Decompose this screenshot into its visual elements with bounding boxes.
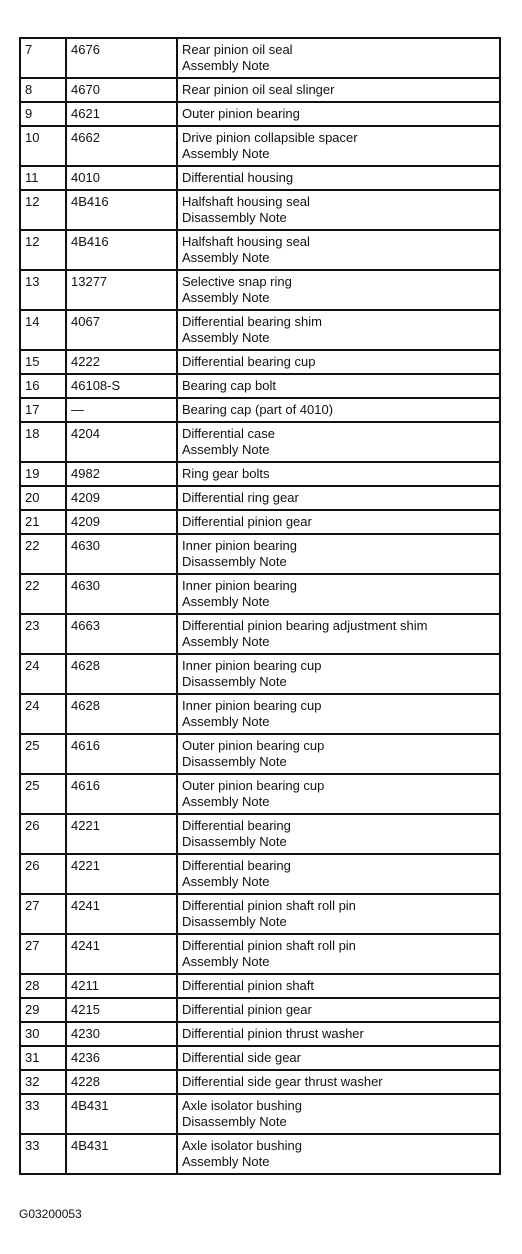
- table-row: [20, 654, 500, 694]
- description-text: Differential side gear thrust washer: [182, 1074, 383, 1089]
- description-cell: [177, 230, 500, 270]
- description-cell: [177, 38, 500, 78]
- description-text: Differential pinion thrust washer: [182, 1026, 364, 1041]
- table-row: [20, 614, 500, 654]
- part-number-cell: 4221: [66, 814, 177, 854]
- description-text: Inner pinion bearing cup: [182, 698, 322, 713]
- description-cell: [177, 374, 500, 398]
- table-row: [20, 78, 500, 102]
- parts-table: [19, 37, 501, 1175]
- table-row: [20, 814, 500, 854]
- part-number-cell: 4067: [66, 310, 177, 350]
- procedure-note-text: Assembly Note: [182, 1154, 270, 1169]
- table-row: [20, 574, 500, 614]
- description-text: Differential bearing: [182, 858, 291, 873]
- part-number-cell: 4241: [66, 934, 177, 974]
- part-number-cell: —: [66, 398, 177, 422]
- table-row: [20, 230, 500, 270]
- table-row: [20, 38, 500, 78]
- table-row: [20, 934, 500, 974]
- table-row: [20, 422, 500, 462]
- description-cell: [177, 574, 500, 614]
- description-text: Axle isolator bushing: [182, 1138, 302, 1153]
- description-cell: [177, 398, 500, 422]
- part-number-cell: 4211: [66, 974, 177, 998]
- item-number-cell: 20: [20, 486, 66, 510]
- table-row: [20, 1022, 500, 1046]
- description-cell: [177, 734, 500, 774]
- description-cell: [177, 190, 500, 230]
- table-row: [20, 1094, 500, 1134]
- description-text: Differential pinion gear: [182, 514, 312, 529]
- table-row: [20, 166, 500, 190]
- part-number-cell: 4236: [66, 1046, 177, 1070]
- part-number-cell: 4628: [66, 694, 177, 734]
- procedure-note-text: Assembly Note: [182, 714, 270, 729]
- description-cell: [177, 126, 500, 166]
- table-row: [20, 270, 500, 310]
- description-text: Differential pinion bearing adjustment shim: [182, 618, 428, 633]
- description-text: Selective snap ring: [182, 274, 292, 289]
- procedure-note-text: Disassembly Note: [182, 834, 287, 849]
- description-cell: [177, 998, 500, 1022]
- procedure-note-text: Assembly Note: [182, 58, 270, 73]
- item-number-cell: 31: [20, 1046, 66, 1070]
- description-cell: [177, 270, 500, 310]
- description-text: Differential pinion gear: [182, 1002, 312, 1017]
- part-number-cell: 4630: [66, 574, 177, 614]
- description-cell: [177, 102, 500, 126]
- item-number-cell: 12: [20, 190, 66, 230]
- item-number-cell: 13: [20, 270, 66, 310]
- table-row: [20, 374, 500, 398]
- description-text: Outer pinion bearing cup: [182, 778, 325, 793]
- description-cell: [177, 1134, 500, 1174]
- item-number-cell: 8: [20, 78, 66, 102]
- procedure-note-text: Assembly Note: [182, 634, 270, 649]
- part-number-cell: 4663: [66, 614, 177, 654]
- table-row: [20, 462, 500, 486]
- description-cell: [177, 614, 500, 654]
- item-number-cell: 29: [20, 998, 66, 1022]
- parts-table-body: [20, 38, 500, 1174]
- table-row: [20, 190, 500, 230]
- table-row: [20, 398, 500, 422]
- description-cell: [177, 310, 500, 350]
- part-number-cell: 4982: [66, 462, 177, 486]
- item-number-cell: 25: [20, 774, 66, 814]
- item-number-cell: 9: [20, 102, 66, 126]
- description-text: Rear pinion oil seal: [182, 42, 293, 57]
- procedure-note-text: Disassembly Note: [182, 754, 287, 769]
- procedure-note-text: Assembly Note: [182, 146, 270, 161]
- description-cell: [177, 422, 500, 462]
- table-row: [20, 486, 500, 510]
- description-text: Differential pinion shaft: [182, 978, 315, 993]
- table-row: [20, 854, 500, 894]
- description-text: Differential side gear: [182, 1050, 301, 1065]
- description-text: Inner pinion bearing: [182, 538, 297, 553]
- description-text: Halfshaft housing seal: [182, 234, 310, 249]
- part-number-cell: 4222: [66, 350, 177, 374]
- procedure-note-text: Disassembly Note: [182, 1114, 287, 1129]
- table-row: [20, 998, 500, 1022]
- part-number-cell: 4230: [66, 1022, 177, 1046]
- table-row: [20, 126, 500, 166]
- description-cell: [177, 974, 500, 998]
- description-cell: [177, 1070, 500, 1094]
- procedure-note-text: Assembly Note: [182, 794, 270, 809]
- table-row: [20, 510, 500, 534]
- item-number-cell: 16: [20, 374, 66, 398]
- part-number-cell: 46108-S: [66, 374, 177, 398]
- table-row: [20, 350, 500, 374]
- item-number-cell: 21: [20, 510, 66, 534]
- description-text: Outer pinion bearing: [182, 106, 300, 121]
- description-cell: [177, 934, 500, 974]
- table-row: [20, 1070, 500, 1094]
- description-text: Drive pinion collapsible spacer: [182, 130, 358, 145]
- item-number-cell: 24: [20, 694, 66, 734]
- table-row: [20, 974, 500, 998]
- item-number-cell: 26: [20, 854, 66, 894]
- part-number-cell: 4204: [66, 422, 177, 462]
- description-cell: [177, 462, 500, 486]
- table-row: [20, 1046, 500, 1070]
- description-cell: [177, 486, 500, 510]
- table-row: [20, 694, 500, 734]
- table-row: [20, 1134, 500, 1174]
- part-number-cell: 4B431: [66, 1134, 177, 1174]
- item-number-cell: 10: [20, 126, 66, 166]
- description-text: Inner pinion bearing: [182, 578, 297, 593]
- description-text: Bearing cap bolt: [182, 378, 276, 393]
- figure-reference: G03200053: [19, 1207, 82, 1221]
- item-number-cell: 12: [20, 230, 66, 270]
- description-cell: [177, 78, 500, 102]
- procedure-note-text: Assembly Note: [182, 290, 270, 305]
- procedure-note-text: Disassembly Note: [182, 210, 287, 225]
- description-text: Halfshaft housing seal: [182, 194, 310, 209]
- part-number-cell: 4616: [66, 774, 177, 814]
- part-number-cell: 4221: [66, 854, 177, 894]
- description-text: Differential case: [182, 426, 275, 441]
- part-number-cell: 4630: [66, 534, 177, 574]
- description-text: Bearing cap (part of 4010): [182, 402, 334, 417]
- description-cell: [177, 1022, 500, 1046]
- part-number-cell: 4628: [66, 654, 177, 694]
- item-number-cell: 15: [20, 350, 66, 374]
- description-cell: [177, 1094, 500, 1134]
- item-number-cell: 7: [20, 38, 66, 78]
- item-number-cell: 25: [20, 734, 66, 774]
- table-row: [20, 310, 500, 350]
- table-row: [20, 774, 500, 814]
- description-text: Differential bearing: [182, 818, 291, 833]
- item-number-cell: 19: [20, 462, 66, 486]
- description-cell: [177, 510, 500, 534]
- item-number-cell: 22: [20, 534, 66, 574]
- description-text: Axle isolator bushing: [182, 1098, 302, 1113]
- item-number-cell: 14: [20, 310, 66, 350]
- item-number-cell: 27: [20, 934, 66, 974]
- procedure-note-text: Disassembly Note: [182, 674, 287, 689]
- table-row: [20, 894, 500, 934]
- part-number-cell: 4209: [66, 486, 177, 510]
- procedure-note-text: Assembly Note: [182, 442, 270, 457]
- item-number-cell: 32: [20, 1070, 66, 1094]
- item-number-cell: 33: [20, 1094, 66, 1134]
- item-number-cell: 24: [20, 654, 66, 694]
- item-number-cell: 33: [20, 1134, 66, 1174]
- procedure-note-text: Assembly Note: [182, 330, 270, 345]
- procedure-note-text: Assembly Note: [182, 954, 270, 969]
- description-cell: [177, 1046, 500, 1070]
- table-row: [20, 534, 500, 574]
- description-cell: [177, 654, 500, 694]
- description-cell: [177, 894, 500, 934]
- procedure-note-text: Assembly Note: [182, 250, 270, 265]
- description-cell: [177, 350, 500, 374]
- procedure-note-text: Assembly Note: [182, 594, 270, 609]
- procedure-note-text: Disassembly Note: [182, 554, 287, 569]
- procedure-note-text: Assembly Note: [182, 874, 270, 889]
- description-text: Differential bearing cup: [182, 354, 316, 369]
- description-cell: [177, 854, 500, 894]
- item-number-cell: 30: [20, 1022, 66, 1046]
- part-number-cell: 4662: [66, 126, 177, 166]
- description-text: Differential pinion shaft roll pin: [182, 938, 356, 953]
- item-number-cell: 23: [20, 614, 66, 654]
- item-number-cell: 26: [20, 814, 66, 854]
- description-text: Rear pinion oil seal slinger: [182, 82, 335, 97]
- part-number-cell: 4215: [66, 998, 177, 1022]
- description-cell: [177, 774, 500, 814]
- item-number-cell: 18: [20, 422, 66, 462]
- description-text: Inner pinion bearing cup: [182, 658, 322, 673]
- description-cell: [177, 694, 500, 734]
- table-row: [20, 734, 500, 774]
- part-number-cell: 4676: [66, 38, 177, 78]
- description-text: Differential housing: [182, 170, 294, 185]
- description-cell: [177, 166, 500, 190]
- description-cell: [177, 814, 500, 854]
- procedure-note-text: Disassembly Note: [182, 914, 287, 929]
- description-text: Ring gear bolts: [182, 466, 270, 481]
- item-number-cell: 22: [20, 574, 66, 614]
- part-number-cell: 4B416: [66, 190, 177, 230]
- description-cell: [177, 534, 500, 574]
- part-number-cell: 4B431: [66, 1094, 177, 1134]
- part-number-cell: 13277: [66, 270, 177, 310]
- item-number-cell: 17: [20, 398, 66, 422]
- description-text: Differential bearing shim: [182, 314, 322, 329]
- item-number-cell: 11: [20, 166, 66, 190]
- description-text: Differential pinion shaft roll pin: [182, 898, 356, 913]
- item-number-cell: 27: [20, 894, 66, 934]
- part-number-cell: 4228: [66, 1070, 177, 1094]
- part-number-cell: 4670: [66, 78, 177, 102]
- part-number-cell: 4B416: [66, 230, 177, 270]
- part-number-cell: 4241: [66, 894, 177, 934]
- description-text: Outer pinion bearing cup: [182, 738, 325, 753]
- part-number-cell: 4621: [66, 102, 177, 126]
- item-number-cell: 28: [20, 974, 66, 998]
- part-number-cell: 4010: [66, 166, 177, 190]
- part-number-cell: 4616: [66, 734, 177, 774]
- description-text: Differential ring gear: [182, 490, 299, 505]
- table-row: [20, 102, 500, 126]
- part-number-cell: 4209: [66, 510, 177, 534]
